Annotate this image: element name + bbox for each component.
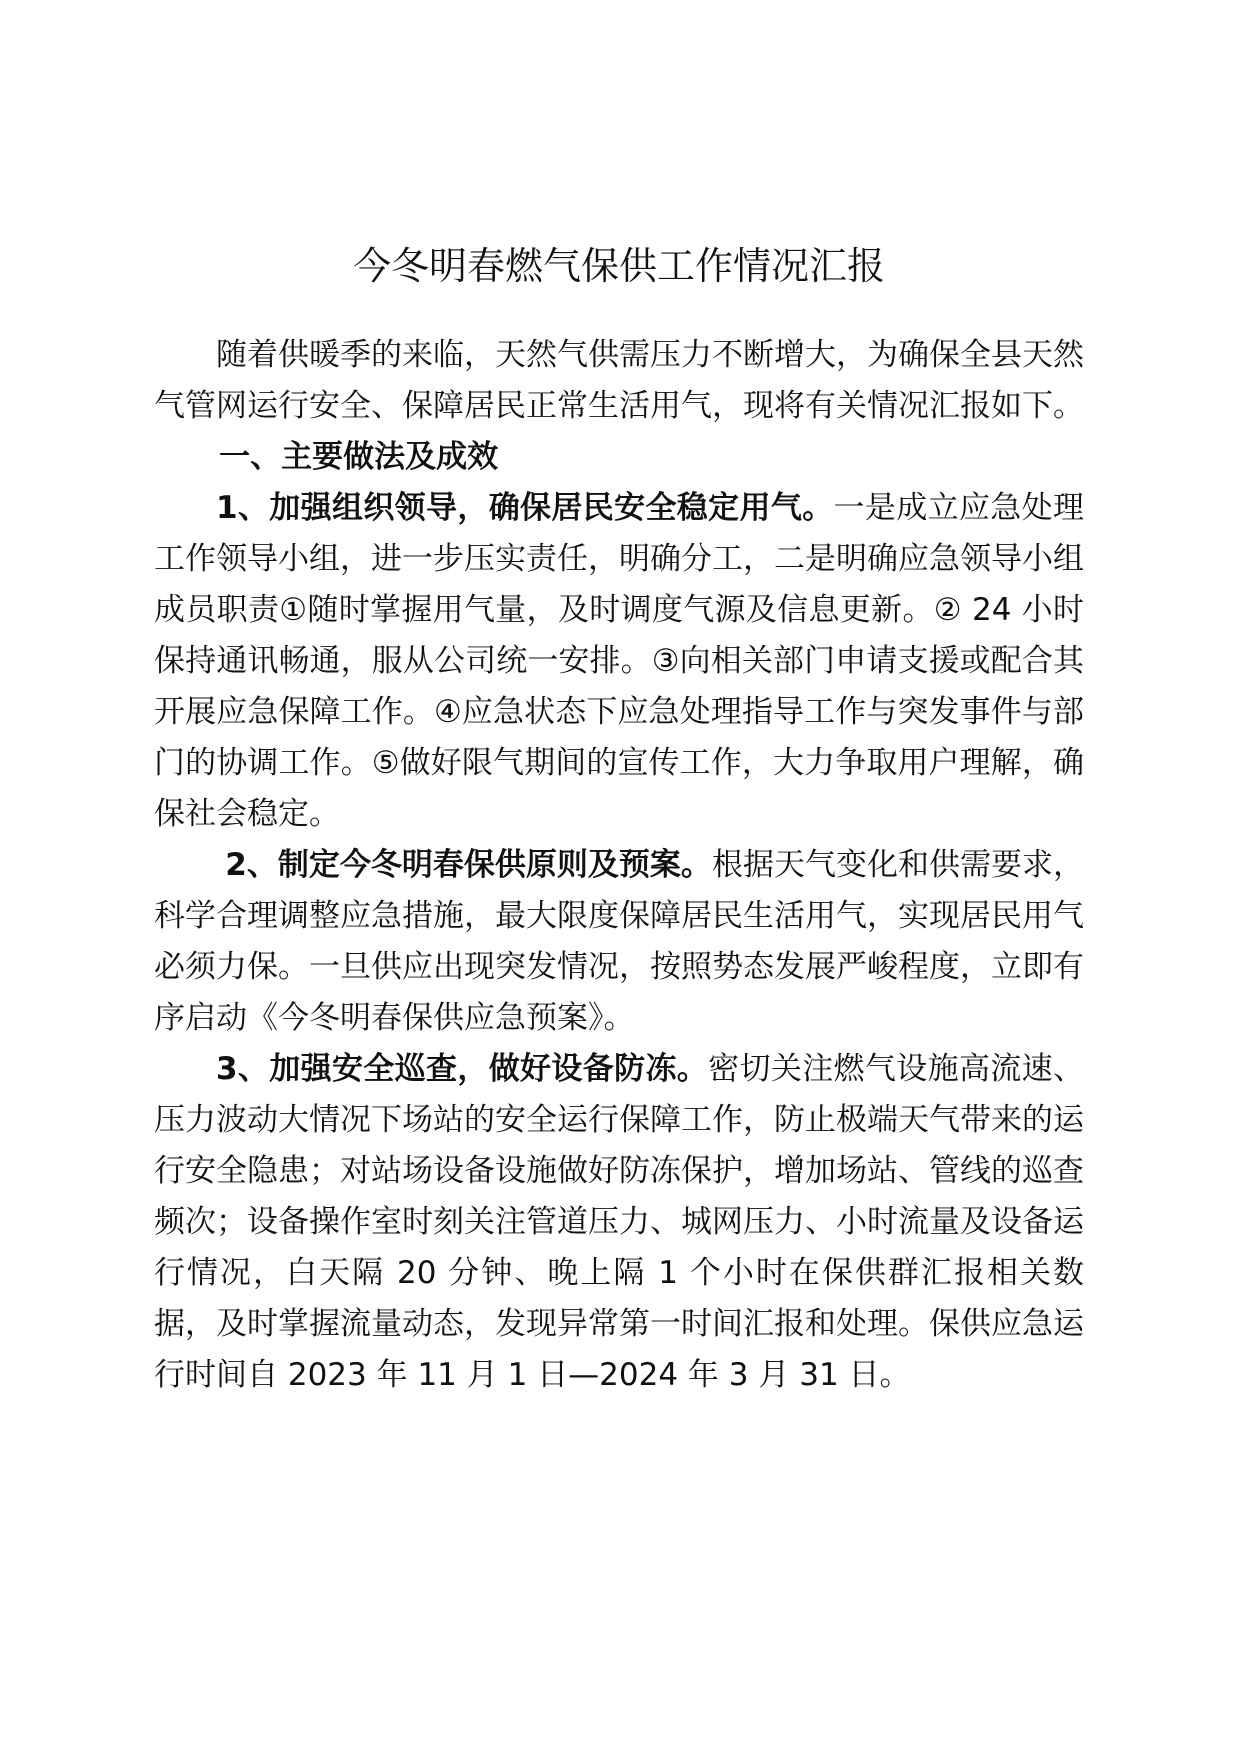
item-body-2: 根据天气变化和供需要求，科学合理调整应急措施，最大限度保障居民生活用气，实现居民用气必须力保。一旦供应出现突发情况，按照势态发展严峻程度，立即有序启动《今冬明春保供应急预案》。 <box>154 847 1085 1036</box>
item-paragraph-1 <box>154 483 1084 840</box>
item-body-3: 密切关注燃气设施高流速、压力波动大情况下场站的安全运行保障工作，防止极端天气带来的运行安全隐患；对站场设备设施做好防冻保护，增加场站、管线的巡查频次；设备操作室时刻关注管道压力、城网压力、小时流量及设备运行情况，白天隔 20 分钟、晚上隔 1 个小时在保供群汇报相关数据，及时掌握流量动态，发现异常第一时间汇报和处理。保供应急运行时间自 2023 年 11 月 1 日—2024 年 3 月 31 日。 <box>154 1051 1084 1393</box>
item-lead-2: 2、制定今冬明春保供原则及预案。 <box>225 847 712 883</box>
item-lead-1: 1、加强组织领导，确保居民安全稳定用气。 <box>216 490 834 526</box>
document-page <box>154 230 1084 1401</box>
document-title: 今冬明春燃气保供工作情况汇报 <box>352 244 885 288</box>
section-heading: 一、主要做法及成效 <box>219 439 499 475</box>
item-paragraph-3 <box>154 1044 1084 1401</box>
item-paragraph-2 <box>154 840 1084 1044</box>
intro-paragraph: 随着供暖季的来临，天然气供需压力不断增大，为确保全县天然气管网运行安全、保障居民正常生活用气，现将有关情况汇报如下。 <box>154 337 1084 424</box>
item-lead-3: 3、加强安全巡查，做好设备防冻。 <box>216 1051 709 1087</box>
item-body-1: 一是成立应急处理工作领导小组，进一步压实责任，明确分工，二是明确应急领导小组成员职责①随时掌握用气量，及时调度气源及信息更新。② 24 小时保持通讯畅通，服从公司统一安排。③向相关部门申请支援或配合其开展应急保障工作。④应急状态下应急处理指导工作与突发事件与部门的协调工作。⑤做好限气期间的宣传工作，大力争取用户理解，确保社会稳定。 <box>154 490 1084 832</box>
